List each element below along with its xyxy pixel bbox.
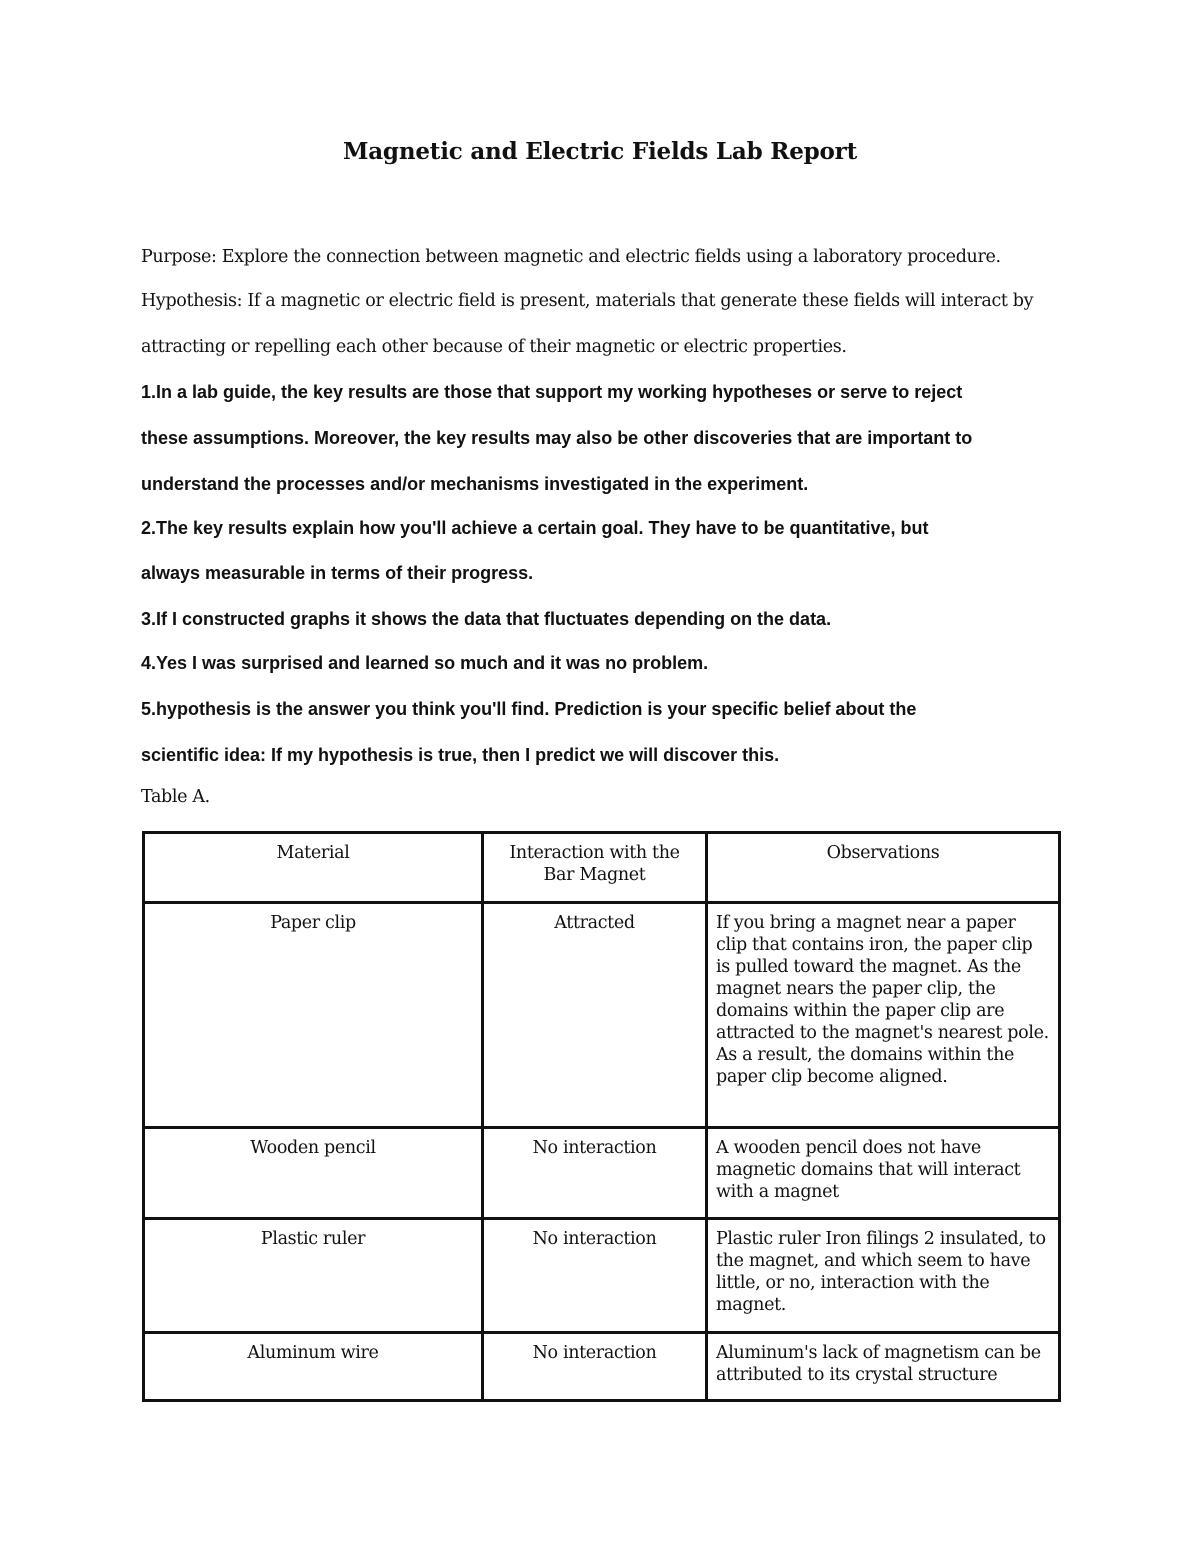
hypothesis-line-1: Hypothesis: If a magnetic or electric field is present, materials that generate these fields will interact by	[141, 291, 1034, 311]
cell-interaction: No interaction	[483, 1219, 707, 1333]
answer-1-line-1: 1.In a lab guide, the key results are those that support my working hypotheses or serve to reject	[141, 382, 963, 402]
answer-1-line-3: understand the processes and/or mechanisms investigated in the experiment.	[141, 474, 809, 494]
materials-table	[142, 831, 1061, 1402]
cell-observations: Plastic ruler Iron filings 2 insulated, to the magnet, and which seem to have little, or no, interaction with the magnet.	[707, 1219, 1060, 1333]
table-caption: Table A.	[141, 787, 210, 807]
answer-4-line-1: 4.Yes I was surprised and learned so much and it was no problem.	[141, 653, 709, 673]
purpose-text: Purpose: Explore the connection between magnetic and electric fields using a laboratory procedure.	[141, 247, 1001, 267]
table-row	[144, 903, 1060, 1128]
cell-observations: Aluminum's lack of magnetism can be attributed to its crystal structure	[707, 1333, 1060, 1401]
answer-2-line-2: always measurable in terms of their progress.	[141, 563, 534, 583]
table-row	[144, 1219, 1060, 1333]
cell-material: Wooden pencil	[144, 1128, 483, 1219]
header-observations: Observations	[707, 833, 1060, 903]
answer-3-line-1: 3.If I constructed graphs it shows the data that fluctuates depending on the data.	[141, 609, 832, 629]
cell-material: Paper clip	[144, 903, 483, 1128]
cell-interaction: No interaction	[483, 1333, 707, 1401]
cell-interaction: Attracted	[483, 903, 707, 1128]
cell-material: Aluminum wire	[144, 1333, 483, 1401]
table-row	[144, 1333, 1060, 1401]
table-header-row	[144, 833, 1060, 903]
answer-5-line-1: 5.hypothesis is the answer you think you'll find. Prediction is your specific belief about the	[141, 699, 917, 719]
table-row	[144, 1128, 1060, 1219]
cell-observations: If you bring a magnet near a paper clip that contains iron, the paper clip is pulled toward the magnet. As the magnet nears the paper clip, the domains within the paper clip are attracted to the magnet's nearest pole. As a result, the domains within the paper clip become aligned.	[707, 903, 1060, 1128]
answer-2-line-1: 2.The key results explain how you'll achieve a certain goal. They have to be quantitative, but	[141, 518, 929, 538]
hypothesis-line-2: attracting or repelling each other because of their magnetic or electric properties.	[141, 337, 847, 357]
header-interaction: Interaction with the Bar Magnet	[483, 833, 707, 903]
cell-interaction: No interaction	[483, 1128, 707, 1219]
report-title: Magnetic and Electric Fields Lab Report	[342, 138, 858, 165]
answer-5-line-2: scientific idea: If my hypothesis is true, then I predict we will discover this.	[141, 745, 780, 765]
header-material: Material	[144, 833, 483, 903]
cell-observations: A wooden pencil does not have magnetic domains that will interact with a magnet	[707, 1128, 1060, 1219]
answer-1-line-2: these assumptions. Moreover, the key results may also be other discoveries that are important to	[141, 428, 973, 448]
cell-material: Plastic ruler	[144, 1219, 483, 1333]
